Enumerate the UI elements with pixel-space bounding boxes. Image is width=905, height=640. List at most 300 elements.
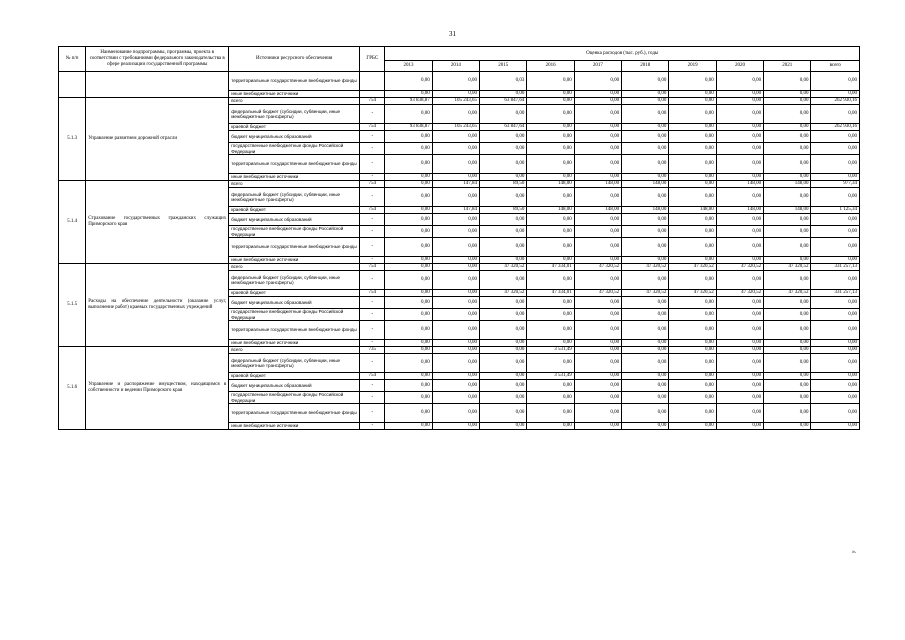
- amount-cell: 0,00: [574, 105, 621, 124]
- amount-cell: 0,00: [716, 340, 763, 347]
- amount-cell: 0,00: [527, 226, 574, 238]
- amount-cell: 0,00: [385, 238, 432, 257]
- amount-cell: 0,00: [669, 188, 716, 207]
- header-name: Наименование подпрограммы, программы, проекта в соответствии с требованиями федерального законодательства в сфере реализации государственной программы: [86, 47, 229, 72]
- amount-cell: 0,00: [574, 257, 621, 264]
- grbs-code: -: [360, 188, 385, 207]
- budget-table: [58, 46, 860, 430]
- amount-cell: 148,00: [574, 181, 621, 188]
- amount-cell: 0,00: [385, 91, 432, 98]
- header-year: 2014: [432, 61, 479, 72]
- amount-cell: 0,00: [480, 131, 527, 143]
- amount-cell: 0,00: [574, 214, 621, 226]
- amount-cell: 0,00: [385, 347, 432, 354]
- amount-cell: 147,84: [432, 181, 479, 188]
- amount-cell: 0,00: [669, 143, 716, 155]
- amount-cell: 0,00: [716, 392, 763, 404]
- grbs-code: -: [360, 257, 385, 264]
- amount-cell: 148,00: [764, 181, 811, 188]
- amount-cell: 47 320,52: [764, 290, 811, 297]
- grbs-code: -: [360, 340, 385, 347]
- amount-cell: 0,00: [669, 347, 716, 354]
- amount-cell: 0,00: [669, 392, 716, 404]
- amount-cell: 262 930,16: [811, 98, 860, 105]
- grbs-code: -: [360, 143, 385, 155]
- grbs-code: -: [360, 309, 385, 321]
- amount-cell: 0,00: [385, 181, 432, 188]
- amount-cell: 0,00: [527, 105, 574, 124]
- amount-cell: 0,00: [574, 188, 621, 207]
- amount-cell: 0,00: [527, 98, 574, 105]
- funding-source: территориальные государственные внебюджетные фонды: [229, 155, 360, 174]
- item-number: 5.1.5: [59, 264, 86, 347]
- amount-cell: 0,00: [764, 380, 811, 392]
- amount-cell: 148,00: [527, 181, 574, 188]
- amount-cell: 0,00: [716, 380, 763, 392]
- amount-cell: 0,00: [716, 321, 763, 340]
- amount-cell: 0,00: [764, 214, 811, 226]
- amount-cell: 0,00: [764, 91, 811, 98]
- amount-cell: 0,00: [622, 257, 669, 264]
- amount-cell: 331 257,13: [811, 264, 860, 271]
- funding-source: иные внебюджетные источники: [229, 174, 360, 181]
- amount-cell: 0,00: [764, 297, 811, 309]
- amount-cell: 0,00: [764, 347, 811, 354]
- amount-cell: 0,00: [385, 72, 432, 91]
- amount-cell: 0,00: [574, 174, 621, 181]
- item-name: Управление и распоряжение имуществом, находящимся в собственности и ведении Приморского края: [86, 347, 229, 430]
- funding-source: всего: [229, 181, 360, 188]
- funding-source: государственные внебюджетные фонды Российской Федерации: [229, 392, 360, 404]
- amount-cell: 0,00: [811, 214, 860, 226]
- amount-cell: 0,00: [716, 354, 763, 373]
- amount-cell: 0,00: [669, 131, 716, 143]
- amount-cell: 47 320,52: [574, 264, 621, 271]
- amount-cell: 0,00: [811, 347, 860, 354]
- amount-cell: 0,00: [622, 124, 669, 131]
- amount-cell: 0,00: [527, 271, 574, 290]
- amount-cell: 0,00: [622, 423, 669, 430]
- header-year: 2019: [669, 61, 716, 72]
- amount-cell: 0,00: [716, 155, 763, 174]
- amount-cell: 0,00: [480, 309, 527, 321]
- amount-cell: 0,00: [480, 105, 527, 124]
- amount-cell: 0,00: [385, 131, 432, 143]
- funding-source: всего: [229, 264, 360, 271]
- amount-cell: 47 320,52: [669, 290, 716, 297]
- grbs-code: 754: [360, 181, 385, 188]
- amount-cell: 0,00: [574, 155, 621, 174]
- amount-cell: 0,00: [716, 238, 763, 257]
- amount-cell: 0,00: [527, 91, 574, 98]
- amount-cell: 0,00: [480, 91, 527, 98]
- grbs-code: -: [360, 131, 385, 143]
- amount-cell: 0,00: [574, 309, 621, 321]
- amount-cell: 0,00: [432, 404, 479, 423]
- amount-cell: 0,00: [716, 98, 763, 105]
- amount-cell: 0,00: [432, 91, 479, 98]
- item-name: Страхование государственных гражданских служащих Приморского края: [86, 181, 229, 264]
- amount-cell: 0,00: [811, 373, 860, 380]
- table-body: [59, 72, 860, 430]
- funding-source: территориальные государственные внебюджетные фонды: [229, 72, 360, 91]
- amount-cell: 0,00: [574, 340, 621, 347]
- grbs-code: -: [360, 321, 385, 340]
- table-row: [59, 72, 860, 91]
- amount-cell: 0,00: [480, 238, 527, 257]
- amount-cell: 0,00: [811, 321, 860, 340]
- amount-cell: 0,00: [669, 105, 716, 124]
- amount-cell: 0,00: [669, 124, 716, 131]
- page-number: 31: [449, 30, 456, 38]
- amount-cell: 0,00: [574, 143, 621, 155]
- amount-cell: 0,00: [716, 297, 763, 309]
- amount-cell: 0,00: [622, 321, 669, 340]
- amount-cell: 0,00: [432, 264, 479, 271]
- amount-cell: 0,00: [669, 423, 716, 430]
- amount-cell: 47 320,52: [716, 290, 763, 297]
- amount-cell: 0,00: [574, 297, 621, 309]
- amount-cell: 0,00: [764, 340, 811, 347]
- amount-cell: 0,00: [811, 423, 860, 430]
- amount-cell: 0,00: [811, 404, 860, 423]
- amount-cell: 0,00: [764, 309, 811, 321]
- amount-cell: 0,00: [811, 380, 860, 392]
- grbs-code: -: [360, 105, 385, 124]
- amount-cell: 147,84: [432, 207, 479, 214]
- amount-cell: 0,00: [480, 155, 527, 174]
- amount-cell: 0,00: [527, 380, 574, 392]
- grbs-code: -: [360, 392, 385, 404]
- amount-cell: 0,00: [385, 380, 432, 392]
- grbs-code: -: [360, 354, 385, 373]
- grbs-code: -: [360, 297, 385, 309]
- amount-cell: 0,00: [669, 98, 716, 105]
- grbs-code: 754: [360, 124, 385, 131]
- item-number: [59, 72, 86, 98]
- amount-cell: 47 334,01: [527, 290, 574, 297]
- amount-cell: 0,00: [385, 257, 432, 264]
- funding-source: федеральный бюджет (субсидии, субвенции, иные межбюджетные трансферты): [229, 354, 360, 373]
- amount-cell: 0,00: [716, 271, 763, 290]
- amount-cell: 0,00: [764, 321, 811, 340]
- amount-cell: 0,00: [527, 392, 574, 404]
- amount-cell: 0,00: [480, 380, 527, 392]
- header-num: № п/п: [59, 47, 86, 72]
- amount-cell: 0,00: [432, 321, 479, 340]
- amount-cell: 0,00: [480, 226, 527, 238]
- amount-cell: 0,00: [716, 188, 763, 207]
- amount-cell: 0,00: [622, 297, 669, 309]
- funding-source: федеральный бюджет (субсидии, субвенции, иные межбюджетные трансферты): [229, 105, 360, 124]
- amount-cell: 0,00: [811, 91, 860, 98]
- amount-cell: 148,00: [716, 207, 763, 214]
- amount-cell: 0,00: [811, 257, 860, 264]
- amount-cell: 148,00: [574, 207, 621, 214]
- amount-cell: 0,00: [574, 91, 621, 98]
- funding-source: территориальные государственные внебюджетные фонды: [229, 321, 360, 340]
- amount-cell: 0,00: [669, 373, 716, 380]
- amount-cell: 47 320,52: [574, 290, 621, 297]
- grbs-code: [360, 72, 385, 91]
- amount-cell: 0,00: [764, 238, 811, 257]
- amount-cell: 0,00: [574, 423, 621, 430]
- amount-cell: 47 320,52: [669, 264, 716, 271]
- amount-cell: 0,00: [385, 373, 432, 380]
- amount-cell: 0,00: [432, 131, 479, 143]
- grbs-code: 754: [360, 98, 385, 105]
- amount-cell: 0,00: [574, 392, 621, 404]
- grbs-code: -: [360, 226, 385, 238]
- amount-cell: 0,00: [527, 143, 574, 155]
- funding-source: государственные внебюджетные фонды Российской Федерации: [229, 309, 360, 321]
- amount-cell: 47 320,52: [480, 264, 527, 271]
- amount-cell: 3 531,49: [527, 373, 574, 380]
- amount-cell: 0,00: [480, 143, 527, 155]
- amount-cell: 0,00: [385, 214, 432, 226]
- amount-cell: 0,00: [811, 155, 860, 174]
- amount-cell: 0,00: [527, 354, 574, 373]
- amount-cell: 0,00: [527, 174, 574, 181]
- amount-cell: 0,00: [385, 297, 432, 309]
- amount-cell: 0,00: [622, 214, 669, 226]
- amount-cell: 0,00: [716, 143, 763, 155]
- amount-cell: 0,00: [385, 105, 432, 124]
- amount-cell: 0,00: [622, 188, 669, 207]
- amount-cell: 0,00: [432, 226, 479, 238]
- amount-cell: 0,00: [385, 207, 432, 214]
- amount-cell: 0,00: [385, 321, 432, 340]
- amount-cell: 0,00: [669, 257, 716, 264]
- amount-cell: 0,00: [385, 264, 432, 271]
- amount-cell: 0,00: [716, 423, 763, 430]
- amount-cell: 0,00: [811, 131, 860, 143]
- amount-cell: 0,00: [432, 174, 479, 181]
- amount-cell: 0,00: [385, 404, 432, 423]
- amount-cell: 0,00: [622, 238, 669, 257]
- amount-cell: 0,00: [716, 174, 763, 181]
- item-name: [86, 72, 229, 98]
- amount-cell: 0,00: [811, 188, 860, 207]
- amount-cell: 0,00: [574, 226, 621, 238]
- amount-cell: 63 847,64: [480, 98, 527, 105]
- amount-cell: 0,00: [764, 174, 811, 181]
- amount-cell: 0,00: [764, 188, 811, 207]
- grbs-code: -: [360, 174, 385, 181]
- grbs-code: -: [360, 271, 385, 290]
- amount-cell: 0,00: [764, 143, 811, 155]
- item-number: 5.1.6: [59, 347, 86, 430]
- amount-cell: 0,00: [811, 238, 860, 257]
- amount-cell: 0,00: [574, 271, 621, 290]
- grbs-code: -: [360, 155, 385, 174]
- amount-cell: 0,00: [669, 226, 716, 238]
- amount-cell: 0,00: [622, 380, 669, 392]
- amount-cell: 0,00: [432, 340, 479, 347]
- amount-cell: 47 334,01: [527, 264, 574, 271]
- amount-cell: 0,00: [716, 131, 763, 143]
- amount-cell: 0,00: [811, 226, 860, 238]
- amount-cell: 0,00: [764, 423, 811, 430]
- header-year: 2015: [480, 61, 527, 72]
- funding-source: бюджет муниципальных образований: [229, 297, 360, 309]
- amount-cell: 0,00: [527, 131, 574, 143]
- amount-cell: 148,00: [716, 181, 763, 188]
- amount-cell: 0,00: [669, 72, 716, 91]
- amount-cell: 0,00: [622, 131, 669, 143]
- amount-cell: 0,00: [480, 340, 527, 347]
- amount-cell: 0,00: [716, 226, 763, 238]
- amount-cell: 0,00: [385, 392, 432, 404]
- amount-cell: 0,00: [432, 271, 479, 290]
- amount-cell: 47 320,52: [480, 290, 527, 297]
- amount-cell: 0,00: [527, 155, 574, 174]
- amount-cell: 0,00: [764, 72, 811, 91]
- table-row: [59, 98, 860, 105]
- funding-source: государственные внебюджетные фонды Российской Федерации: [229, 226, 360, 238]
- amount-cell: 0,00: [622, 155, 669, 174]
- amount-cell: 0,00: [527, 297, 574, 309]
- amount-cell: 0,00: [385, 155, 432, 174]
- amount-cell: 148,00: [527, 207, 574, 214]
- amount-cell: 0,00: [669, 271, 716, 290]
- amount-cell: 331 257,13: [811, 290, 860, 297]
- amount-cell: 0,00: [764, 257, 811, 264]
- amount-cell: 0,00: [480, 271, 527, 290]
- funding-source: иные внебюджетные источники: [229, 257, 360, 264]
- amount-cell: 0,00: [527, 214, 574, 226]
- grbs-code: [360, 91, 385, 98]
- amount-cell: 0,00: [574, 72, 621, 91]
- amount-cell: 0,00: [527, 404, 574, 423]
- amount-cell: 0,00: [669, 297, 716, 309]
- amount-cell: 0,00: [669, 404, 716, 423]
- amount-cell: 0,00: [385, 309, 432, 321]
- table-row: [59, 264, 860, 271]
- amount-cell: 0,00: [716, 404, 763, 423]
- amount-cell: 0,00: [716, 373, 763, 380]
- amount-cell: 0,00: [716, 257, 763, 264]
- table-row: [59, 347, 860, 354]
- amount-cell: 0,00: [716, 91, 763, 98]
- amount-cell: 0,00: [811, 309, 860, 321]
- amount-cell: 0,00: [669, 354, 716, 373]
- amount-cell: 0,00: [811, 392, 860, 404]
- amount-cell: 0,00: [622, 271, 669, 290]
- amount-cell: 0,00: [669, 155, 716, 174]
- grbs-code: 754: [360, 373, 385, 380]
- funding-source: бюджет муниципальных образований: [229, 380, 360, 392]
- header-sources: Источники ресурсного обеспечения: [229, 47, 360, 72]
- amount-cell: 0,03: [480, 72, 527, 91]
- grbs-code: -: [360, 423, 385, 430]
- grbs-code: 754: [360, 264, 385, 271]
- amount-cell: 0,00: [716, 214, 763, 226]
- amount-cell: 0,00: [385, 354, 432, 373]
- amount-cell: 1 125,34: [811, 207, 860, 214]
- amount-cell: 0,00: [669, 340, 716, 347]
- funding-source: государственные внебюджетные фонды Российской Федерации: [229, 143, 360, 155]
- amount-cell: 0,00: [716, 72, 763, 91]
- funding-source: краевой бюджет: [229, 290, 360, 297]
- amount-cell: 0,00: [385, 340, 432, 347]
- table-row: [59, 181, 860, 188]
- header-year: 2020: [716, 61, 763, 72]
- amount-cell: 0,00: [669, 214, 716, 226]
- amount-cell: 0,00: [385, 423, 432, 430]
- amount-cell: 0,00: [574, 347, 621, 354]
- header-year: 2021: [764, 61, 811, 72]
- item-number: 5.1.3: [59, 98, 86, 181]
- amount-cell: 0,00: [432, 380, 479, 392]
- amount-cell: 89,50: [480, 207, 527, 214]
- amount-cell: 0,00: [527, 423, 574, 430]
- amount-cell: 0,00: [764, 131, 811, 143]
- amount-cell: 47 320,52: [622, 290, 669, 297]
- funding-source: иные внебюджетные источники: [229, 340, 360, 347]
- amount-cell: 262 930,16: [811, 124, 860, 131]
- funding-source: иные внебюджетные источники: [229, 423, 360, 430]
- grbs-code: -: [360, 404, 385, 423]
- amount-cell: 0,00: [385, 188, 432, 207]
- amount-cell: 0,00: [432, 72, 479, 91]
- amount-cell: 0,00: [574, 404, 621, 423]
- amount-cell: 0,00: [622, 340, 669, 347]
- amount-cell: 0,00: [574, 124, 621, 131]
- amount-cell: 0,00: [432, 309, 479, 321]
- amount-cell: 0,00: [480, 257, 527, 264]
- amount-cell: 0,00: [480, 354, 527, 373]
- header-year: всего: [811, 61, 860, 72]
- amount-cell: 0,00: [811, 297, 860, 309]
- funding-source: территориальные государственные внебюджетные фонды: [229, 404, 360, 423]
- amount-cell: 0,00: [432, 238, 479, 257]
- table-header: [59, 47, 860, 72]
- amount-cell: 47 320,52: [622, 264, 669, 271]
- amount-cell: 0,00: [432, 188, 479, 207]
- amount-cell: 0,00: [622, 174, 669, 181]
- amount-cell: 47 320,52: [716, 264, 763, 271]
- amount-cell: 977,34: [811, 181, 860, 188]
- amount-cell: 0,00: [669, 380, 716, 392]
- funding-source: федеральный бюджет (субсидии, субвенции, иные межбюджетные трансферты): [229, 271, 360, 290]
- amount-cell: 0,00: [764, 155, 811, 174]
- header-year: 2013: [385, 61, 432, 72]
- amount-cell: 0,00: [432, 155, 479, 174]
- amount-cell: 0,00: [480, 392, 527, 404]
- amount-cell: 0,00: [764, 226, 811, 238]
- header-year: 2016: [527, 61, 574, 72]
- amount-cell: 0,00: [432, 354, 479, 373]
- amount-cell: 0,00: [527, 124, 574, 131]
- amount-cell: 0,00: [432, 143, 479, 155]
- amount-cell: 0,00: [527, 309, 574, 321]
- funding-source: краевой бюджет: [229, 124, 360, 131]
- amount-cell: 0,00: [527, 188, 574, 207]
- amount-cell: 0,00: [811, 143, 860, 155]
- amount-cell: 0,00: [574, 321, 621, 340]
- amount-cell: 148,00: [764, 207, 811, 214]
- amount-cell: 0,00: [764, 373, 811, 380]
- amount-cell: 0,00: [385, 226, 432, 238]
- amount-cell: 148,00: [669, 207, 716, 214]
- amount-cell: 89,50: [480, 181, 527, 188]
- closing-quote-mark: ».: [852, 549, 857, 555]
- amount-cell: 0,00: [669, 309, 716, 321]
- amount-cell: 0,00: [574, 238, 621, 257]
- amount-cell: 0,00: [432, 392, 479, 404]
- amount-cell: 0,00: [622, 404, 669, 423]
